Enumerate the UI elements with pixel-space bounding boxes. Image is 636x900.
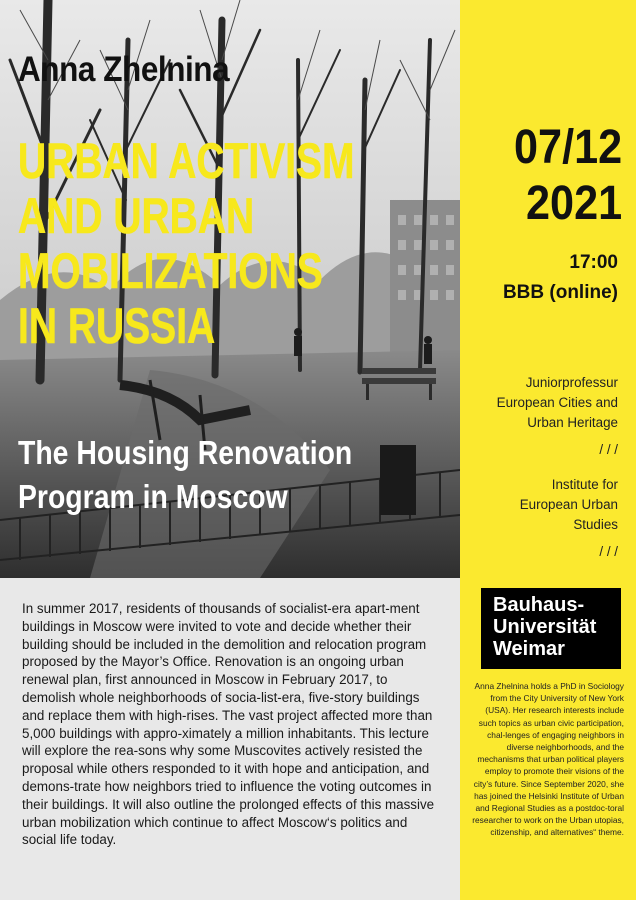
subtitle-line: The Housing Renovation — [18, 434, 353, 471]
date-day-month: 07/12 — [513, 121, 622, 174]
lecture-subtitle — [18, 431, 352, 519]
org-line: Juniorprofessur — [525, 375, 618, 390]
organizer-juniorprofessur — [458, 373, 618, 433]
date-year: 2021 — [525, 177, 622, 230]
separator: / / / — [599, 442, 618, 457]
logo-line: Universität — [493, 616, 597, 638]
logo-line: Bauhaus- — [493, 594, 585, 616]
event-time: 17:00 — [569, 252, 618, 273]
org-line: European Urban — [519, 497, 618, 512]
org-line: Urban Heritage — [527, 415, 618, 430]
speaker-bio: Anna Zhelnina holds a PhD in Sociology from the City University of New York (USA). Her research interests include such topics as urban civic participation, chal-lenges of engaging neighbors in diverse neighborhoods, and the mechanisms that urban political players employ to promote their visions of the city’s future. Since September 2020, she has joined the Helsinki Institute of Urban and Regional Studies as a postdoc-toral researcher to work on the Urban utopias, citizenship, and alternatives“ theme. — [472, 681, 624, 838]
event-venue: BBB (online) — [502, 282, 618, 303]
org-line: Institute for — [551, 477, 618, 492]
abstract-section — [0, 578, 460, 900]
logo-line: Weimar — [493, 638, 565, 660]
separator: / / / — [599, 544, 618, 559]
abstract-text: In summer 2017, residents of thousands of socialist-era apart-ment buildings in Moscow were invited to vote and decide whether their building should be included in the demolition and relocation program proposed by the Mayor’s Office. Renovation is an ongoing urban renewal plan, first announced in Moscow in February 2017, to demolish whole neighborhoods of socia-list-era, five-story buildings and replace them with high-rises. The vast project affected more than 5,000 buildings with appro-ximately a million inhabitants. This lecture will explore the rea-sons why some Muscovites actively resisted the proposal while others responded to it with hope and anticipation, and demons-trate how neighbors tried to influence the voting outcomes in their buildings. It will also outline the prolonged effects of this massive urban mobilization which continue to affect Moscow‘s politics and social life today. — [22, 601, 435, 848]
title-line: MOBILIZATIONS — [18, 243, 323, 299]
title-line: IN RUSSIA — [18, 298, 216, 354]
org-line: Studies — [573, 517, 618, 532]
info-sidebar — [460, 0, 636, 900]
org-line: European Cities and — [496, 395, 618, 410]
event-date — [514, 120, 622, 232]
title-line: AND URBAN — [18, 188, 255, 244]
title-line: URBAN ACTIVISM — [18, 133, 355, 189]
lecture-title — [18, 134, 355, 354]
speaker-name: Anna Zhelnina — [18, 50, 230, 89]
organizer-institute — [458, 475, 618, 535]
subtitle-line: Program in Moscow — [18, 478, 288, 515]
event-time-venue — [503, 248, 618, 308]
bauhaus-university-logo — [481, 588, 621, 669]
